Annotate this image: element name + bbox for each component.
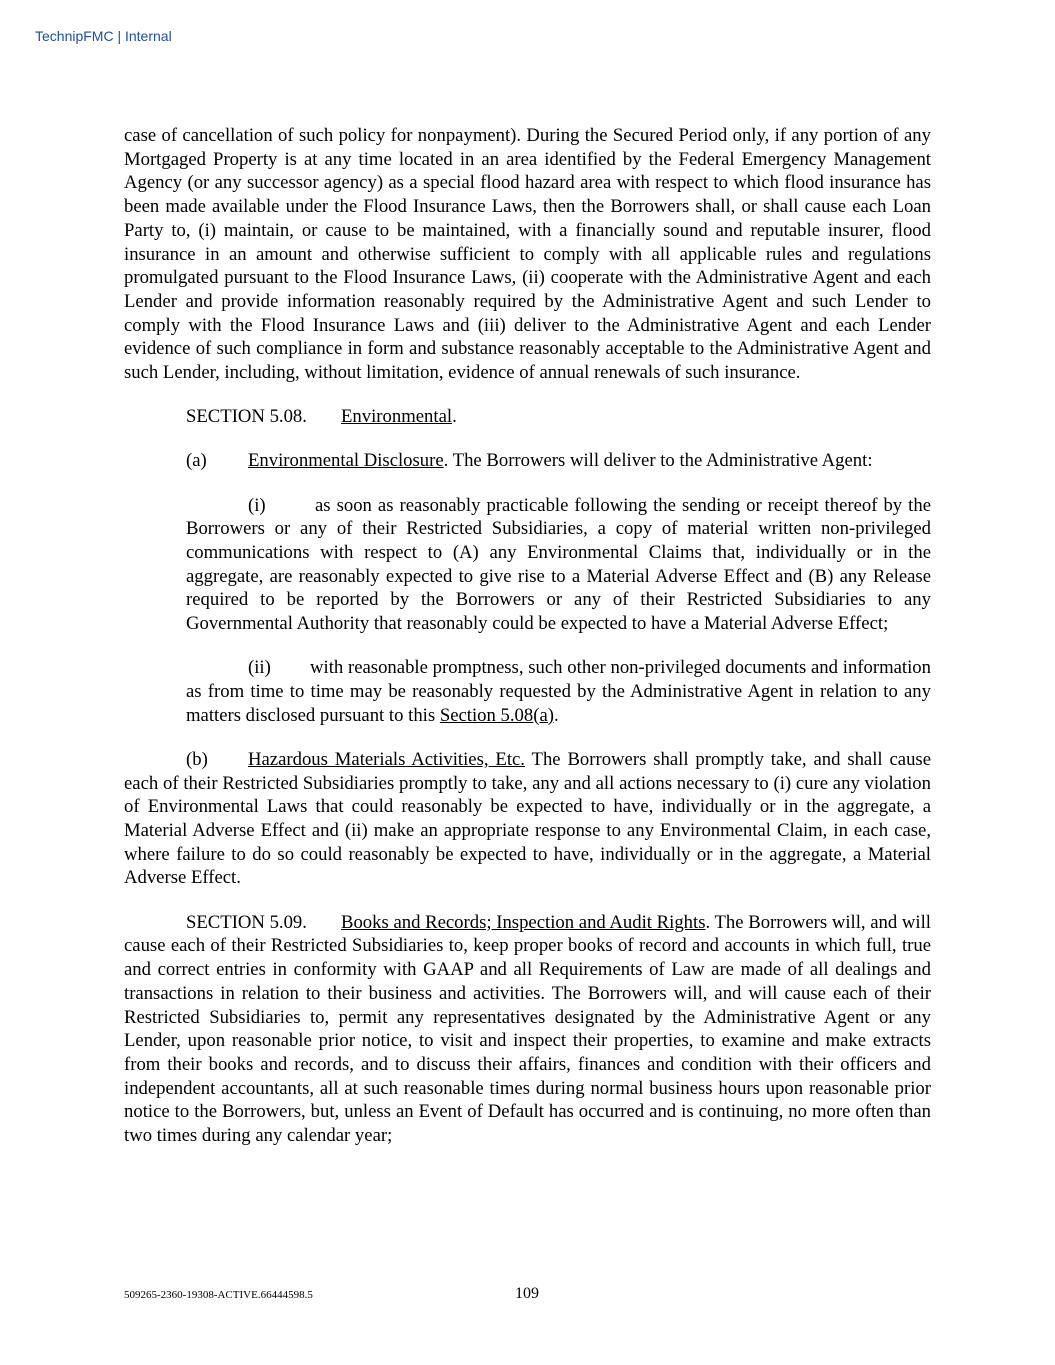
clause-ii-documents bbox=[186, 656, 931, 727]
clause-label: (a) bbox=[186, 450, 207, 472]
section-number: SECTION 5.09. bbox=[186, 911, 307, 933]
section-title: Environmental bbox=[341, 406, 453, 428]
clause-a-environmental-disclosure bbox=[124, 449, 931, 473]
section-number: SECTION 5.08. bbox=[186, 406, 307, 428]
section-5-08-heading bbox=[124, 405, 931, 429]
clause-b-hazardous-materials bbox=[124, 748, 931, 890]
clause-title: Hazardous Materials Activities, Etc. bbox=[248, 748, 525, 770]
section-5-09-books-and-records bbox=[124, 911, 931, 1148]
document-classification-label: TechnipFMC | Internal bbox=[35, 28, 172, 44]
page-number: 109 bbox=[515, 1285, 539, 1302]
clause-label: (i) bbox=[248, 494, 266, 516]
section-title: Books and Records; Inspection and Audit Rights bbox=[341, 911, 706, 933]
clause-text: with reasonable promptness, such other non-privileged documents and information as from time to time may be reasonably requested by the Administrative Agent in relation to any matters disclosed pursuant to this bbox=[186, 657, 931, 726]
paragraph-flood-insurance: case of cancellation of such policy for nonpayment). During the Secured Period only, if any portion of any Mortgaged Property is at any time located in an area identified by the Federal Emergency Management Agency (or any successor agency) as a special flood hazard area with respect to which flood insurance has been made available under the Flood Insurance Laws, then the Borrowers shall, or shall cause each Loan Party to, (i) maintain, or cause to be maintained, with a financially sound and reputable insurer, flood insurance in an amount and otherwise sufficient to comply with all applicable rules and regulations promulgated pursuant to the Flood Insurance Laws, (ii) cooperate with the Administrative Agent and each Lender and provide information reasonably required by the Administrative Agent and such Lender to comply with the Flood Insurance Laws and (iii) deliver to the Administrative Agent and each Lender evidence of such compliance in form and substance reasonably acceptable to the Administrative Agent and such Lender, including, without limitation, evidence of annual renewals of such insurance. bbox=[124, 125, 931, 384]
clause-title: Environmental Disclosure bbox=[248, 450, 444, 472]
clause-i-communications bbox=[186, 494, 931, 636]
section-reference: Section 5.08(a) bbox=[439, 704, 554, 726]
footer-document-id: 509265-2360-19308-ACTIVE.66444598.5 bbox=[124, 1289, 313, 1301]
document-body bbox=[124, 124, 931, 1168]
clause-text: as soon as reasonably practicable following the sending or receipt thereof by the Borrowers or any of their Restricted Subsidiaries, a copy of material written non-privileged communications with respect to (A) any Environmental Claims that, individually or in the aggregate, are reasonably expected to give rise to a Material Adverse Effect and (B) any Release required to be reported by the Borrowers or any of their Restricted Subsidiaries to any Governmental Authority that reasonably could be expected to have a Material Adverse Effect; bbox=[186, 494, 931, 635]
clause-label: (b) bbox=[186, 748, 208, 770]
clause-text: The Borrowers shall promptly take, and shall cause each of their Restricted Subsidiaries promptly to take, any and all actions necessary to (i) cure any violation of Environmental Laws that could reasonably be expected to have, individually or in the aggregate, a Material Adverse Effect and (ii) make an appropriate response to any Environmental Claim, in each case, where failure to do so could reasonably be expected to have, individually or in the aggregate, a Material Adverse Effect. bbox=[124, 748, 931, 889]
clause-label: (ii) bbox=[248, 657, 271, 679]
clause-end: . bbox=[553, 704, 559, 726]
section-title-period: . bbox=[452, 406, 457, 428]
clause-text: . The Borrowers will deliver to the Administrative Agent: bbox=[443, 450, 873, 472]
section-text: . The Borrowers will, and will cause each of their Restricted Subsidiaries to, keep proper books of record and accounts in which full, true and correct entries in conformity with GAAP and all Requirements of Law are made of all dealings and transactions in relation to their business and activities. The Borrowers will, and will cause each of their Restricted Subsidiaries to, permit any representatives designated by the Administrative Agent or any Lender, upon reasonable prior notice, to visit and inspect their properties, to examine and make extracts from their books and records, and to discuss their affairs, finances and condition with their officers and independent accountants, all at such reasonable times during normal business hours upon reasonable prior notice to the Borrowers, but, unless an Event of Default has occurred and is continuing, no more often than two times during any calendar year; bbox=[124, 911, 931, 1147]
